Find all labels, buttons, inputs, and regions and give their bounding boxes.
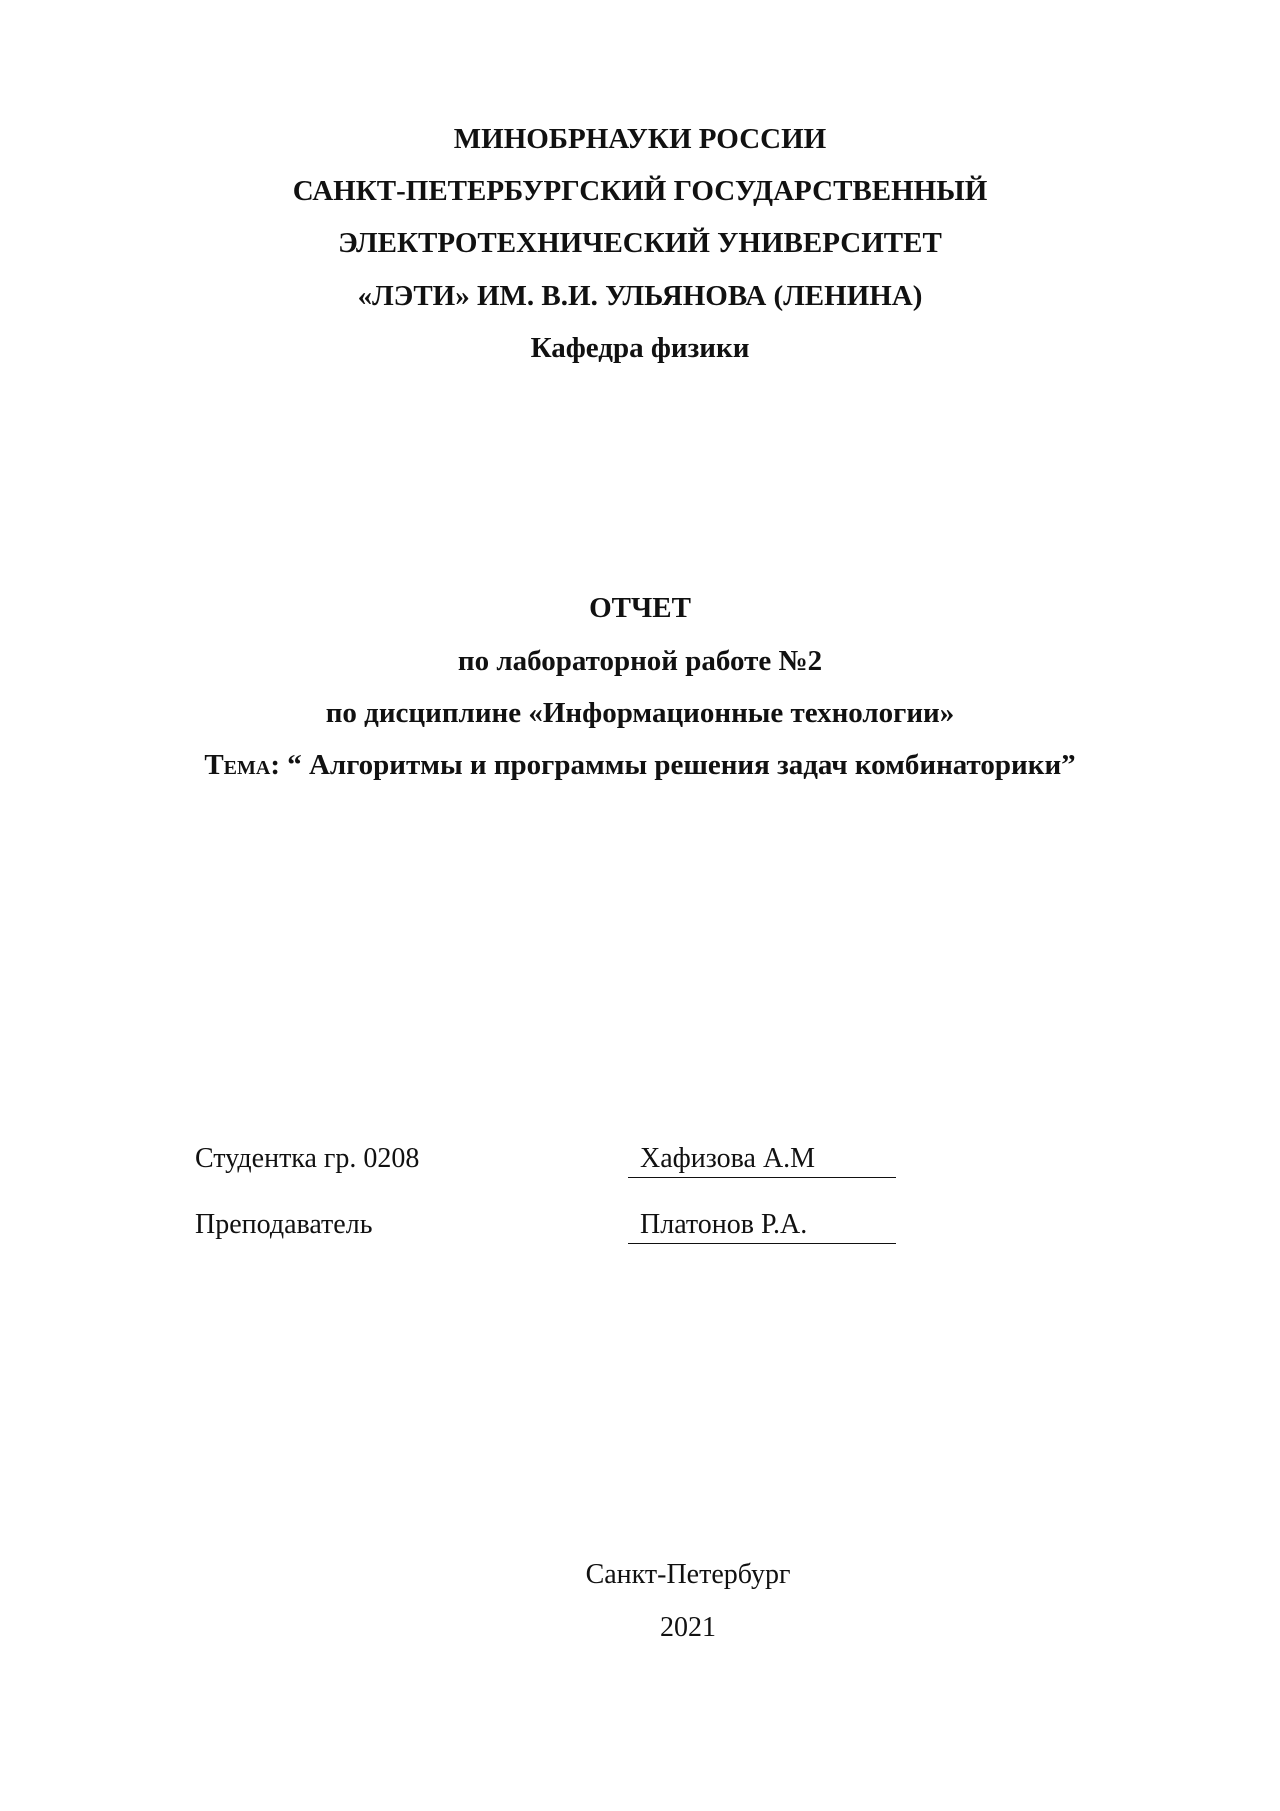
teacher-name: Платонов Р.А.	[640, 1209, 808, 1240]
university-name-line-1: САНКТ-ПЕТЕРБУРГСКИЙ ГОСУДАРСТВЕННЫЙ	[292, 175, 988, 207]
discipline-line: по дисциплине «Информационные технологии»	[325, 697, 955, 729]
ministry-heading: МИНОБРНАУКИ РОССИИ	[453, 123, 827, 155]
university-name-line-2: ЭЛЕКТРОТЕХНИЧЕСКИЙ УНИВЕРСИТЕТ	[338, 227, 942, 259]
report-title: ОТЧЕТ	[589, 592, 691, 624]
student-name: Хафизова А.М	[640, 1143, 816, 1174]
theme-label: Тема	[204, 749, 271, 781]
department-name: Кафедра физики	[530, 332, 750, 364]
year: 2021	[660, 1612, 716, 1643]
city-name: Санкт-Петербург	[585, 1559, 791, 1590]
student-signature-line	[628, 1177, 896, 1178]
student-role-label: Студентка гр. 0208	[195, 1143, 420, 1174]
theme-line	[0, 751, 1280, 780]
teacher-signature-line	[628, 1243, 896, 1244]
teacher-role-label: Преподаватель	[195, 1209, 373, 1240]
lab-work-line: по лабораторной работе №2	[457, 645, 823, 677]
theme-text: : “ Алгоритмы и программы решения задач комбинаторики”	[270, 749, 1076, 781]
university-name-line-3: «ЛЭТИ» ИМ. В.И. УЛЬЯНОВА (ЛЕНИНА)	[357, 280, 923, 312]
